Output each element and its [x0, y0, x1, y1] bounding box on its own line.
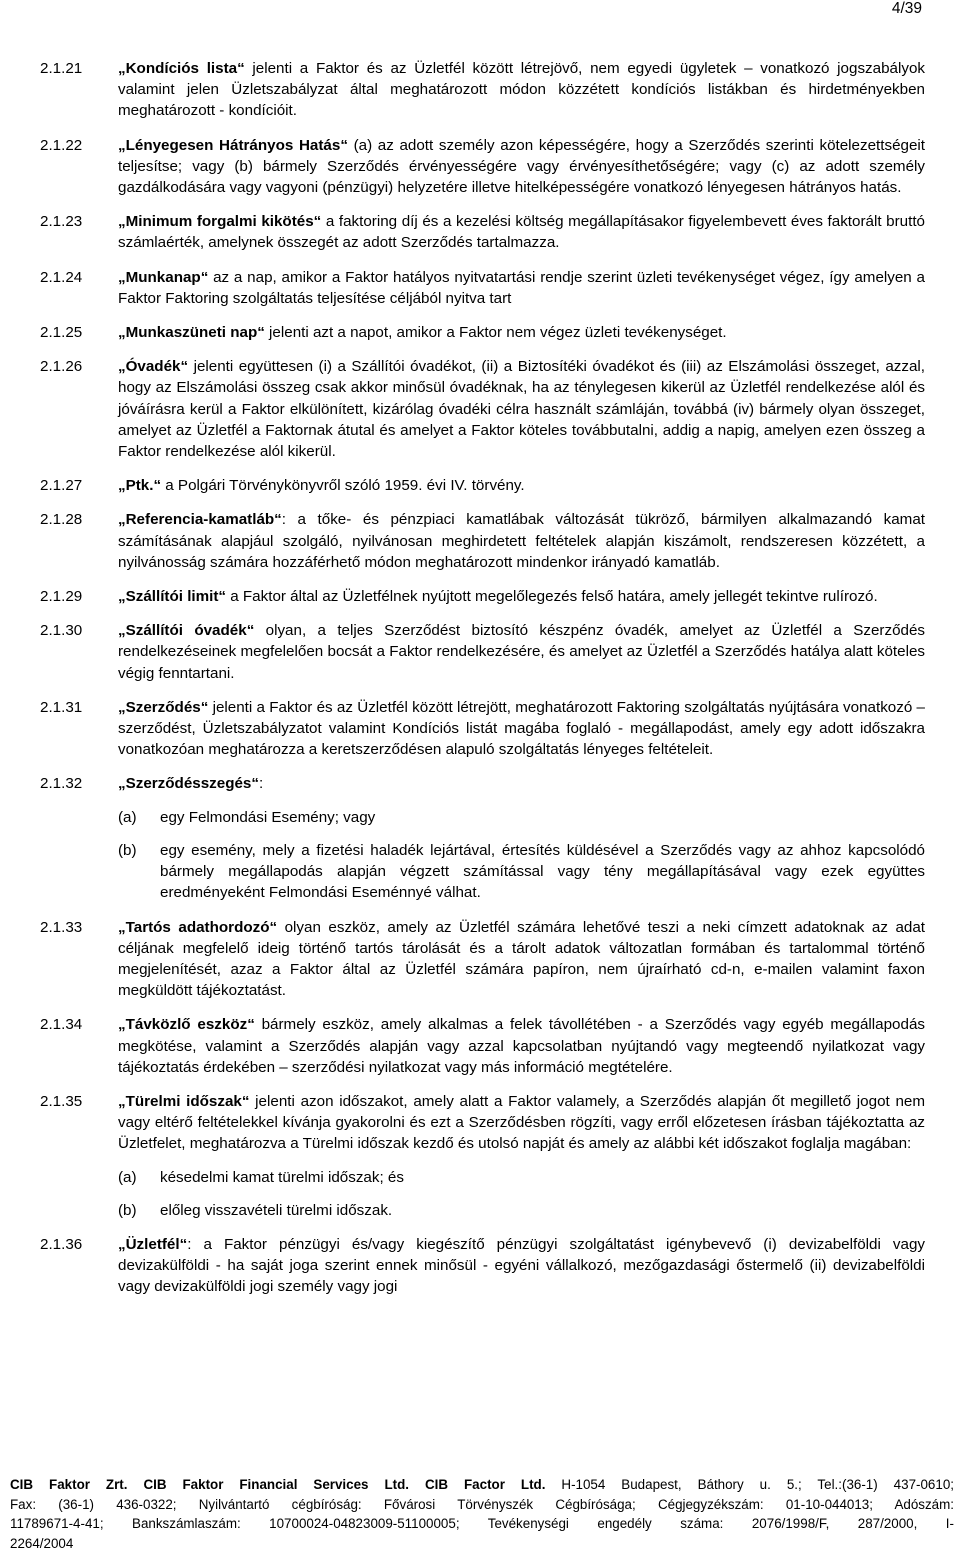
definition-number: 2.1.30 — [40, 620, 118, 684]
definition-text: a faktoring díj és a kezelési költség megállapításakor figyelembevett éves faktorált bruttó számlaérték, amelynek összegét az adott Szerződés tartalmazza. — [118, 213, 925, 251]
close-quote: “ — [340, 137, 348, 154]
definition-paragraph — [118, 509, 925, 573]
definition-term: Referencia-kamatláb — [126, 511, 275, 528]
sub-item — [118, 1167, 925, 1188]
definition-number: 2.1.28 — [40, 509, 118, 573]
definition-paragraph — [118, 356, 925, 462]
definition-item — [40, 620, 925, 684]
footer-line-3: 11789671-4-41; Bankszámlaszám: 10700024-04823009-51100005; Tevékenységi engedély száma: 2076/1998/F, 287/2000, I- — [10, 1514, 954, 1534]
definition-paragraph — [118, 1091, 925, 1155]
close-quote: “ — [218, 588, 226, 605]
page-footer — [10, 1475, 954, 1553]
sub-item — [118, 840, 925, 904]
definition-item — [40, 509, 925, 573]
definition-paragraph — [118, 267, 925, 309]
definition-term: Szerződésszegés — [126, 775, 252, 792]
close-quote: “ — [314, 213, 322, 230]
definition-item — [40, 267, 925, 309]
open-quote: „ — [118, 699, 126, 716]
definition-text: olyan eszköz, amely az Üzletfél számára lehetővé teszi a neki címzett adatoknak az adat céljának megfelelő ideig történő tartós tárolását és a tárolt adatok változatlan formában és tartalommal történő megjelenítését, azaz a Faktor által az Üzletfél számára papíron, nem újraírható cd-n, e-mailen valamint faxon megküldött tájékoztatást. — [118, 919, 925, 1000]
close-quote: “ — [257, 324, 265, 341]
definition-term: Szállítói óvadék — [126, 622, 247, 639]
definition-body — [118, 586, 925, 607]
close-quote: “ — [247, 622, 255, 639]
definition-body — [118, 211, 925, 253]
definition-paragraph — [118, 322, 925, 343]
definition-item — [40, 322, 925, 343]
definition-body — [118, 773, 925, 903]
close-quote: “ — [153, 477, 161, 494]
definition-paragraph — [118, 917, 925, 1002]
open-quote: „ — [118, 1093, 126, 1110]
definition-item — [40, 58, 925, 122]
sub-item-text: előleg visszavételi türelmi időszak. — [160, 1200, 925, 1221]
definition-term: Kondíciós lista — [126, 60, 238, 77]
definition-body — [118, 1091, 925, 1221]
page-number: 4/39 — [892, 0, 922, 18]
definition-text: jelenti azon időszakot, amely alatt a Faktor valamely, a Szerződés alapján őt megillető jogot nem vagy eltérő feltételekkel kívánja gyakorolni és ezt a Szerződésben rögzíti, vagy erről előzetesen írásban tájékoztatta az Üzletfelet, meghatározva a Türelmi időszak kezdő és utolsó napját és amely az alábbi két időszakot foglalja magában: — [118, 1093, 925, 1152]
open-quote: „ — [118, 775, 126, 792]
close-quote: “ — [201, 699, 209, 716]
open-quote: „ — [118, 511, 126, 528]
definition-term: Munkanap — [126, 269, 201, 286]
open-quote: „ — [118, 358, 126, 375]
definition-term: Tartós adathordozó — [126, 919, 270, 936]
definition-paragraph — [118, 211, 925, 253]
definition-body — [118, 917, 925, 1002]
definition-term: Óvadék — [126, 358, 181, 375]
definition-text: jelenti a Faktor és az Üzletfél között létrejövő, nem egyedi ügyletek – vonatkozó jogszabályok valamint jelen Üzletszabályzat által meghatározott módon közzétett kondíciós listákban és hirdetményekben meghatározott - kondícióit. — [118, 60, 925, 119]
definition-body — [118, 58, 925, 122]
sub-item-text: késedelmi kamat türelmi időszak; és — [160, 1167, 925, 1188]
definition-item — [40, 356, 925, 462]
definition-body — [118, 135, 925, 199]
definition-item — [40, 211, 925, 253]
definition-number: 2.1.35 — [40, 1091, 118, 1221]
close-quote: “ — [270, 919, 278, 936]
open-quote: „ — [118, 60, 126, 77]
open-quote: „ — [118, 588, 126, 605]
definition-number: 2.1.23 — [40, 211, 118, 253]
definition-number: 2.1.25 — [40, 322, 118, 343]
definition-number: 2.1.32 — [40, 773, 118, 903]
definition-term: Szerződés — [126, 699, 201, 716]
definition-text: a Faktor által az Üzletfélnek nyújtott megelőlegezés felső határa, amely jellegét tekintve rulírozó. — [226, 588, 878, 605]
definition-term: Távközlő eszköz — [126, 1016, 248, 1033]
definition-body — [118, 620, 925, 684]
definition-text: az a nap, amikor a Faktor hatályos nyitvatartási rendje szerint üzleti tevékenységet végez, így amelyen a Faktor Faktoring szolgáltatás teljesítése céljából nyitva tart — [118, 269, 925, 307]
open-quote: „ — [118, 1236, 126, 1253]
sub-item-label: (a) — [118, 807, 160, 828]
definition-text: jelenti azt a napot, amikor a Faktor nem végez üzleti tevékenységet. — [265, 324, 727, 341]
definition-body — [118, 1014, 925, 1078]
definition-item — [40, 697, 925, 761]
open-quote: „ — [118, 269, 126, 286]
definition-paragraph — [118, 697, 925, 761]
definition-item — [40, 1091, 925, 1221]
definition-text: a Polgári Törvénykönyvről szóló 1959. évi IV. törvény. — [161, 477, 525, 494]
definition-number: 2.1.21 — [40, 58, 118, 122]
open-quote: „ — [118, 324, 126, 341]
sub-item-label: (a) — [118, 1167, 160, 1188]
definition-text: bármely eszköz, amely alkalmas a felek távollétében - a Szerződés vagy egyéb megállapodás megkötése, valamint a Szerződés alapján vagy azzal kapcsolatban nyújtandó vagy megteendő nyilatkozat vagy tájékoztatás érdekében – szerződési nyilatkozat vagy más információ megtételére. — [118, 1016, 925, 1075]
definition-body — [118, 697, 925, 761]
definition-item — [40, 135, 925, 199]
definition-paragraph — [118, 1014, 925, 1078]
sub-item — [118, 1200, 925, 1221]
definition-item — [40, 475, 925, 496]
open-quote: „ — [118, 213, 126, 230]
open-quote: „ — [118, 137, 126, 154]
definition-paragraph — [118, 135, 925, 199]
definition-number: 2.1.34 — [40, 1014, 118, 1078]
definition-number: 2.1.26 — [40, 356, 118, 462]
definition-text: : — [259, 775, 263, 792]
definition-body — [118, 267, 925, 309]
definition-item — [40, 586, 925, 607]
definition-term: Üzletfél — [126, 1236, 180, 1253]
definition-term: Ptk. — [126, 477, 154, 494]
footer-line-2: Fax: (36-1) 436-0322; Nyilvántartó cégbíróság: Fővárosi Törvényszék Cégbírósága; Cégjegyzékszám: 01-10-044013; Adószám: — [10, 1495, 954, 1515]
definition-number: 2.1.22 — [40, 135, 118, 199]
definition-number: 2.1.29 — [40, 586, 118, 607]
close-quote: “ — [180, 1236, 188, 1253]
sub-item-text: egy esemény, mely a fizetési haladék lejártával, értesítés küldésével a Szerződés vagy az ahhoz kapcsolódó bármely megállapodás alapján végzett számítással vagy tény megállapításával vagy ezek együttes eredményeként Felmondási Eseménnyé válhat. — [160, 840, 925, 904]
definition-term: Szállítói limit — [126, 588, 219, 605]
close-quote: “ — [180, 358, 188, 375]
open-quote: „ — [118, 1016, 126, 1033]
definition-body — [118, 475, 925, 496]
sub-item-text: egy Felmondási Esemény; vagy — [160, 807, 925, 828]
definition-body — [118, 1234, 925, 1298]
definition-text: olyan, a teljes Szerződést biztosító készpénz óvadék, amelyet az Üzletfél a Szerződés rendelkezéseinek megfelelően bocsát a Faktor rendelkezésére, és amelyet az Üzletfél a Szerződés hatálya alatt köteles végig fenntartani. — [118, 622, 925, 681]
definition-term: Minimum forgalmi kikötés — [126, 213, 314, 230]
open-quote: „ — [118, 477, 126, 494]
definition-number: 2.1.36 — [40, 1234, 118, 1298]
close-quote: “ — [247, 1016, 255, 1033]
definition-number: 2.1.31 — [40, 697, 118, 761]
definition-paragraph — [118, 58, 925, 122]
close-quote: “ — [201, 269, 209, 286]
definition-text: : a Faktor pénzügyi és/vagy kiegészítő pénzügyi szolgáltatást igénybevevő (i) devizabelföldi vagy devizakülföldi - ha saját joga szerint ennek minősül - egyéni vállalkozó, mezőgazdasági őstermelő (ii) devizabelföldi vagy devizakülföldi jogi személy vagy jogi — [118, 1236, 925, 1295]
definition-number: 2.1.27 — [40, 475, 118, 496]
definition-paragraph — [118, 1234, 925, 1298]
definition-item — [40, 1234, 925, 1298]
close-quote: “ — [274, 511, 282, 528]
definition-term: Munkaszüneti nap — [126, 324, 258, 341]
sub-item-label: (b) — [118, 1200, 160, 1221]
definition-number: 2.1.24 — [40, 267, 118, 309]
definition-number: 2.1.33 — [40, 917, 118, 1002]
definition-paragraph — [118, 586, 925, 607]
definitions-list — [40, 58, 925, 1311]
definition-term: Lényegesen Hátrányos Hatás — [126, 137, 341, 154]
definition-paragraph — [118, 620, 925, 684]
definition-body — [118, 322, 925, 343]
open-quote: „ — [118, 622, 126, 639]
definition-item — [40, 1014, 925, 1078]
definition-text: (a) az adott személy azon képességére, hogy a Szerződés szerinti kötelezettségeit teljesítse; vagy (b) bármely Szerződés érvényességére vagy érvényesíthetőségére; vagy (c) az adott személy gazdálkodására vagy vagyoni (pénzügyi) helyzetére illetve hitelképességére vonatkozó lényegesen hátrányos hatás. — [118, 137, 925, 196]
definition-text: jelenti együttesen (i) a Szállítói óvadékot, (ii) a Biztosítéki óvadékot és (iii) az Elszámolási összeget, azzal, hogy az Elszámolási összeg csak akkor minősül óvadéknak, ha az ténylegesen kikerül az Üzletfél rendelkezése alól és jóváírásra kerül a Faktor elkülönített, kizárólag óvadéki célra használt számláján, továbbá (iv) bármely olyan összeget, amelyet az Üzletfél a Faktornak átutal és amelyet a Faktor köteles továbbutalni, addig a napig, amelyen ezen összeg a Faktor rendelkezése alól kikerül. — [118, 358, 925, 460]
definition-item — [40, 773, 925, 903]
footer-line-4: 2264/2004 — [10, 1534, 954, 1553]
definition-paragraph — [118, 773, 925, 794]
definition-text: : a tőke- és pénzpiaci kamatlábak változását tükröző, bármilyen alkalmazandó kamat számításának alapjául szolgáló, nyilvánosan meghirdetett feltételek alapján kiszámolt, rendszeresen közzétett, a nyilvánosság számára hozzáférhető módon meghatározott mindenkor irányadó kamatláb. — [118, 511, 925, 570]
open-quote: „ — [118, 919, 126, 936]
footer-address: H-1054 Budapest, Báthory u. 5.; Tel.:(36-1) 437-0610; — [561, 1477, 954, 1492]
sub-item-label: (b) — [118, 840, 160, 904]
definition-term: Türelmi időszak — [126, 1093, 242, 1110]
definition-body — [118, 356, 925, 462]
definition-item — [40, 917, 925, 1002]
close-quote: “ — [251, 775, 259, 792]
close-quote: “ — [242, 1093, 250, 1110]
footer-line-1 — [10, 1475, 954, 1495]
definition-paragraph — [118, 475, 925, 496]
definition-text: jelenti a Faktor és az Üzletfél között létrejött, meghatározott Faktoring szolgáltatás nyújtására vonatkozó – szerződést, Üzletszabályzatot valamint Kondíciós listát magába foglaló - megállapodást, amely egy adott időszakra vonatkozóan meghatározza a keretszerződésen alapuló szolgáltatás lényeges feltételeit. — [118, 699, 925, 758]
sub-item — [118, 807, 925, 828]
definition-body — [118, 509, 925, 573]
close-quote: “ — [237, 60, 245, 77]
footer-company-names: CIB Faktor Zrt. CIB Faktor Financial Services Ltd. CIB Factor Ltd. — [10, 1477, 545, 1492]
